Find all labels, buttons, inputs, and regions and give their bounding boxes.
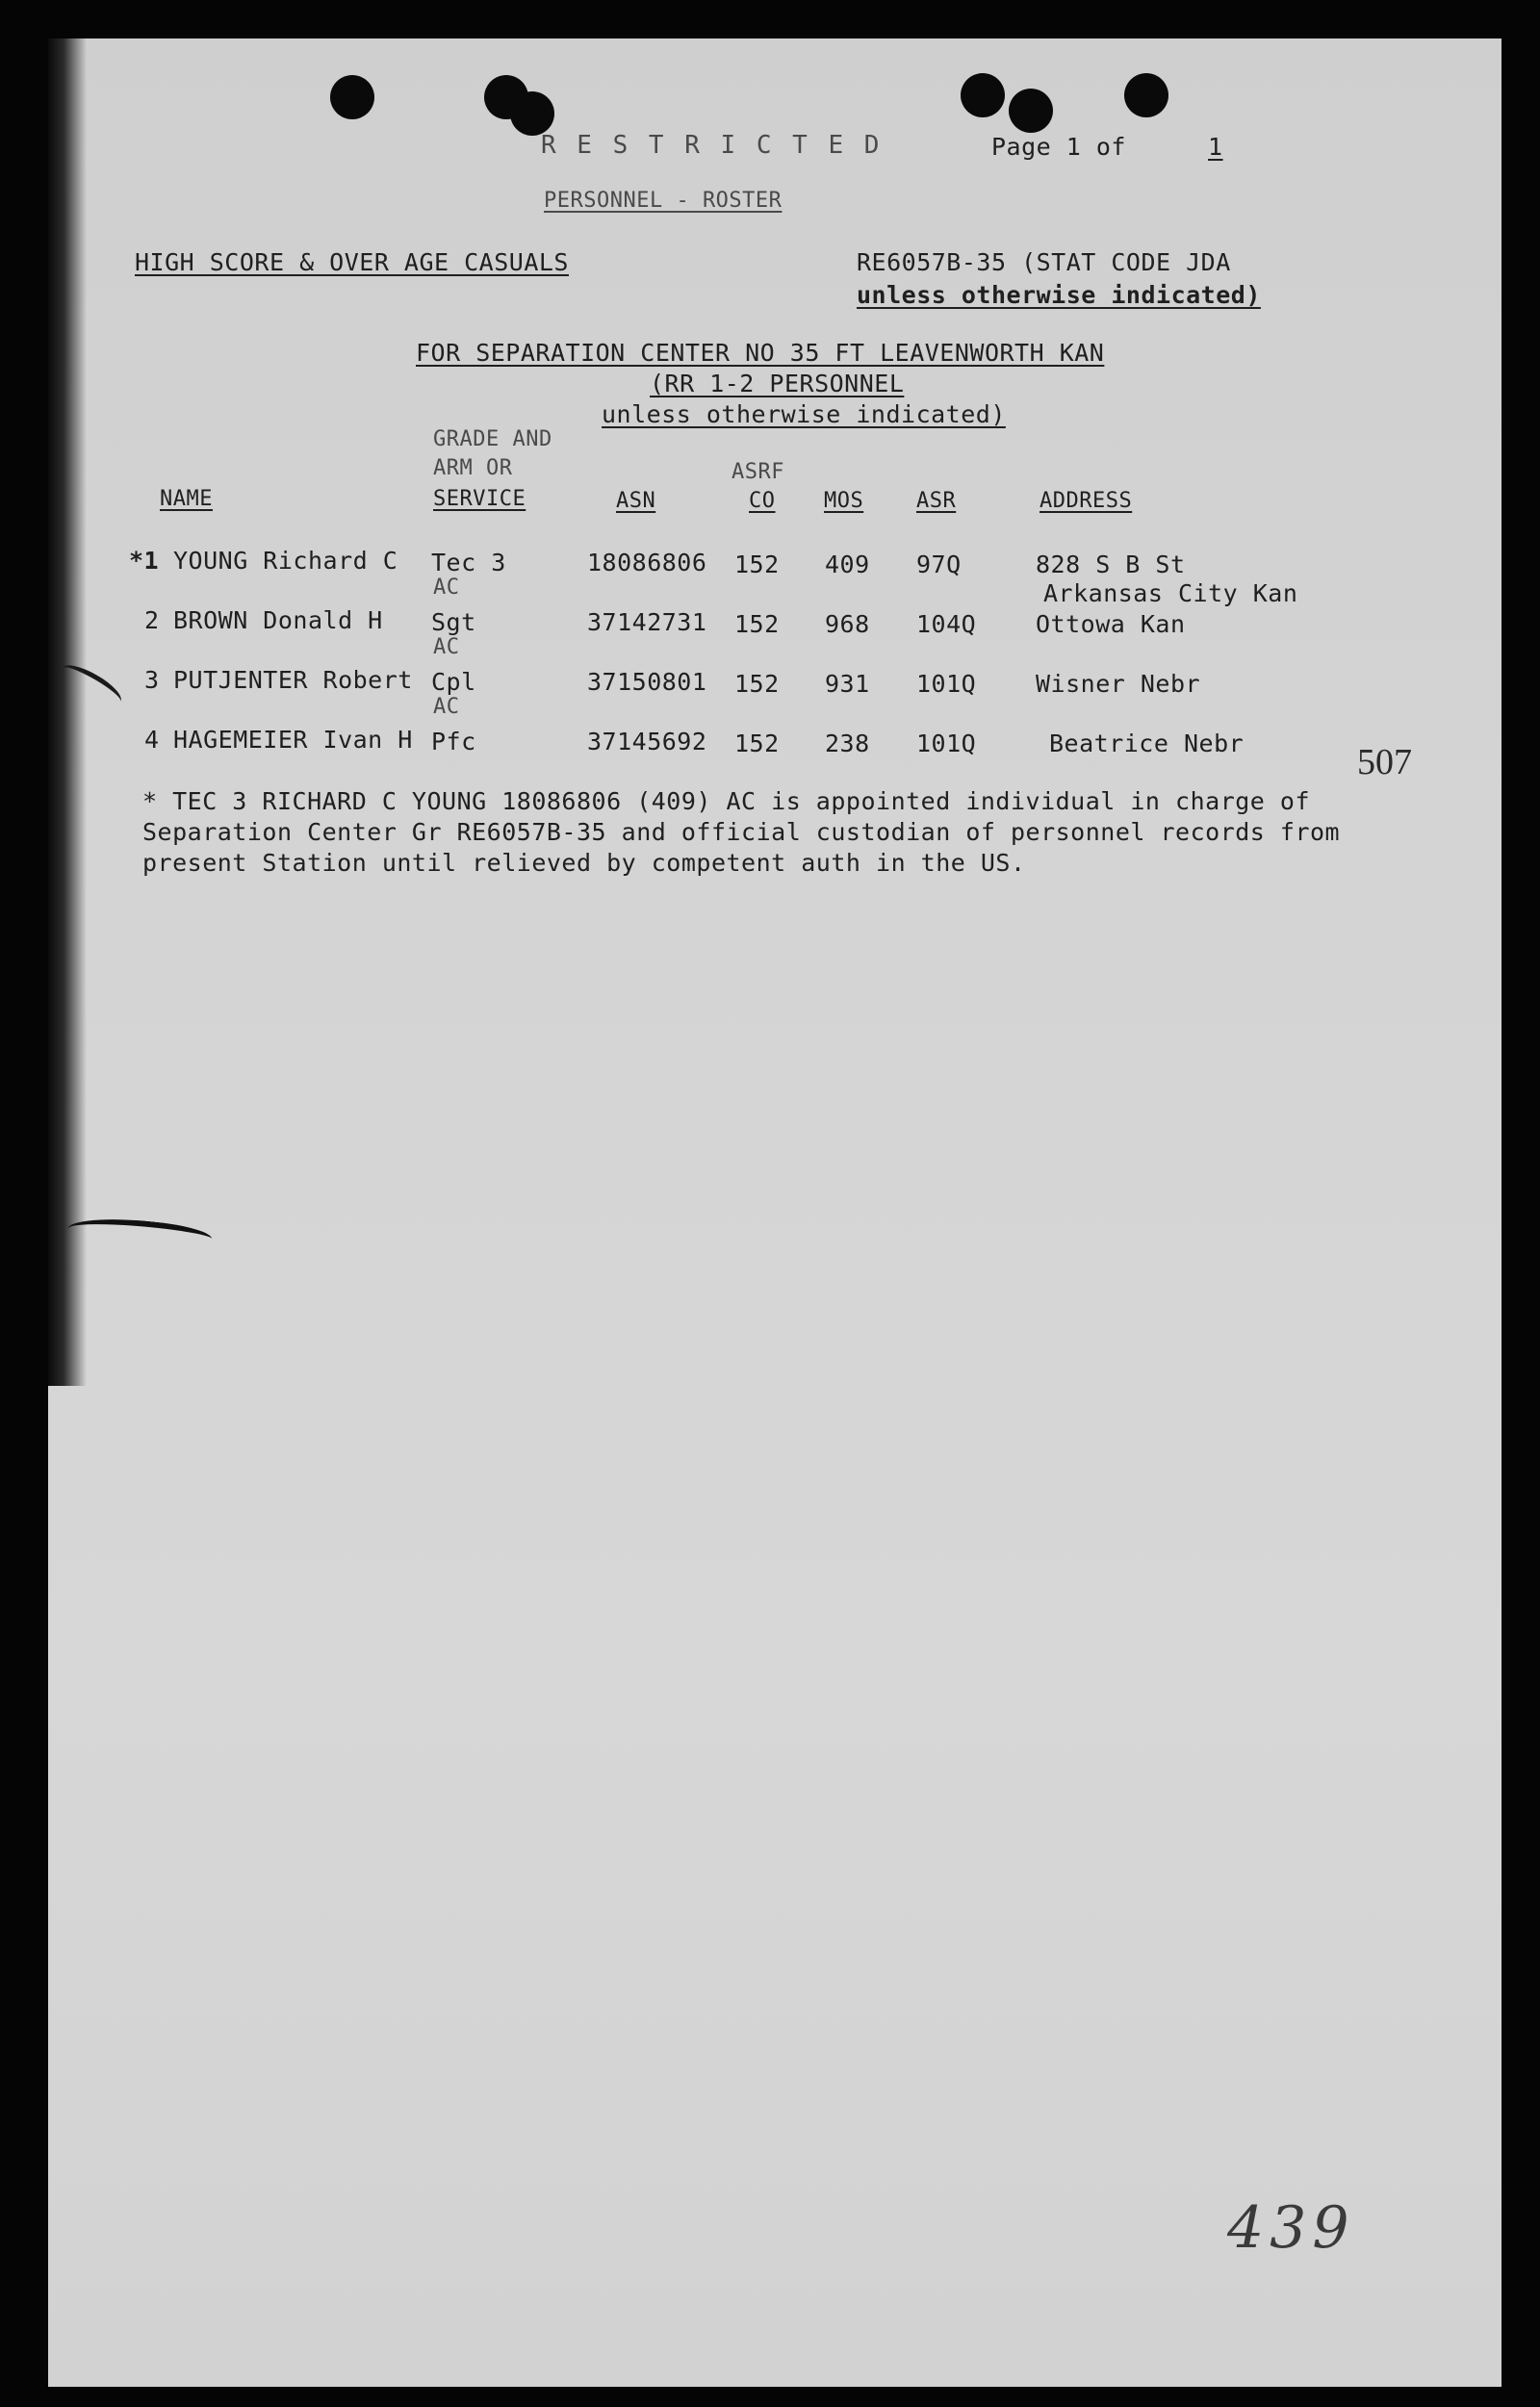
column-header-grade-1: GRADE AND (433, 427, 552, 451)
row-arm: AC (433, 635, 460, 659)
unit-note: unless otherwise indicated) (857, 281, 1261, 309)
column-header-grade-3: SERVICE (433, 487, 526, 511)
row-name: HAGEMEIER Ivan H (173, 726, 413, 754)
column-header-name: NAME (160, 487, 213, 511)
row-co: 152 (734, 670, 780, 698)
row-asn: 18086806 (587, 549, 707, 576)
row-name: YOUNG Richard C (173, 547, 398, 575)
row-arm: AC (433, 576, 460, 600)
row-grade: Tec 3 (431, 549, 506, 576)
roster-title: PERSONNEL - ROSTER (544, 189, 783, 213)
footnote-line-3: present Station until relieved by competent auth in the US. (142, 849, 1026, 877)
row-grade: Pfc (431, 728, 476, 755)
page-total: 1 (1208, 133, 1223, 161)
column-header-address: ADDRESS (1040, 489, 1133, 513)
row-number: *1 (129, 547, 160, 575)
row-co: 152 (734, 551, 780, 578)
row-mos: 238 (825, 730, 870, 757)
category-heading: HIGH SCORE & OVER AGE CASUALS (135, 248, 569, 276)
row-grade: Sgt (431, 608, 476, 636)
row-asn: 37142731 (587, 608, 707, 636)
column-header-grade-2: ARM OR (433, 456, 513, 480)
column-header-co: CO (749, 489, 776, 513)
punch-hole (330, 75, 374, 119)
rr-note-2: unless otherwise indicated) (602, 400, 1006, 428)
handwritten-page-number: 439 (1227, 2194, 1355, 2262)
column-header-asrf: ASRF (732, 460, 784, 484)
footnote-line-2: Separation Center Gr RE6057B-35 and official custodian of personnel records from (142, 818, 1341, 846)
row-number: 3 (144, 666, 160, 694)
row-address-line-2: Arkansas City Kan (1043, 579, 1298, 607)
destination-heading: FOR SEPARATION CENTER NO 35 FT LEAVENWORTH KAN (416, 339, 1105, 367)
punch-hole (510, 91, 554, 136)
row-arm: AC (433, 695, 460, 719)
row-number: 4 (144, 726, 160, 754)
stamped-number: 507 (1357, 742, 1412, 782)
unit-code: RE6057B-35 (STAT CODE JDA (857, 248, 1231, 276)
row-asn: 37150801 (587, 668, 707, 696)
row-address: Beatrice Nebr (1049, 730, 1245, 757)
row-mos: 931 (825, 670, 870, 698)
row-co: 152 (734, 730, 780, 757)
row-name: BROWN Donald H (173, 606, 383, 634)
column-header-asn: ASN (616, 489, 656, 513)
page-label: Page 1 of (991, 133, 1126, 161)
punch-hole (1009, 89, 1053, 133)
row-asr: 104Q (916, 610, 977, 638)
row-asr: 101Q (916, 670, 977, 698)
column-header-asr: ASR (916, 489, 957, 513)
punch-hole (1124, 73, 1168, 117)
row-address: Ottowa Kan (1036, 610, 1186, 638)
row-grade: Cpl (431, 668, 476, 696)
row-address: 828 S B St (1036, 551, 1186, 578)
row-mos: 409 (825, 551, 870, 578)
column-header-mos: MOS (824, 489, 864, 513)
row-number: 2 (144, 606, 160, 634)
row-asr: 97Q (916, 551, 962, 578)
classification-heading: R E S T R I C T E D (541, 131, 883, 160)
rr-note: (RR 1-2 PERSONNEL (650, 370, 905, 397)
footnote-line-1: * TEC 3 RICHARD C YOUNG 18086806 (409) AC is appointed individual in charge of (142, 787, 1310, 815)
row-mos: 968 (825, 610, 870, 638)
row-asn: 37145692 (587, 728, 707, 755)
row-asr: 101Q (916, 730, 977, 757)
row-co: 152 (734, 610, 780, 638)
row-address: Wisner Nebr (1036, 670, 1201, 698)
torn-edge (48, 38, 87, 1386)
punch-hole (961, 73, 1005, 117)
row-name: PUTJENTER Robert (173, 666, 413, 694)
